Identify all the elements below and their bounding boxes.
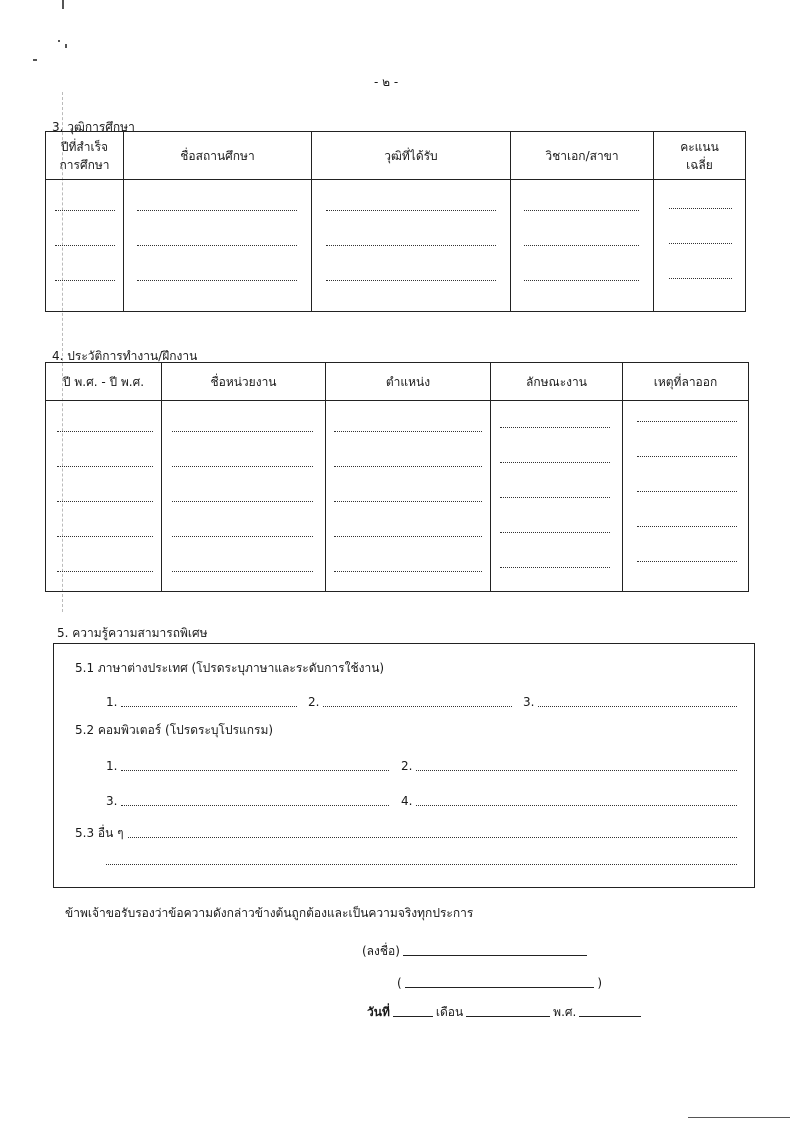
education-header-gpa [654,132,745,180]
work-reason-field[interactable] [637,491,737,492]
work-section-title: 4. ประวัติการทำงาน/ฝึกงาน [52,349,198,363]
signature-label: (ลงชื่อ) [362,944,400,958]
work-description-field[interactable] [500,567,610,568]
work-years-field[interactable] [57,431,153,432]
work-position-field[interactable] [334,466,482,467]
education-gpa-field[interactable] [669,208,732,209]
work-years-field[interactable] [57,536,153,537]
scan-mark [33,59,37,61]
education-degree-field[interactable] [326,280,496,281]
education-major-field[interactable] [524,280,639,281]
education-degree-field[interactable] [326,245,496,246]
month-field[interactable] [466,1016,550,1017]
page-number: - ๒ - [374,75,399,89]
header-line: ตำแหน่ง [385,374,431,389]
work-position-field[interactable] [334,501,482,502]
work-organization-field[interactable] [172,571,313,572]
header-line: วุฒิที่ได้รับ [384,148,438,163]
computer-entry [106,793,389,809]
other-skills-field-2[interactable] [106,864,737,865]
education-major-column [511,180,654,311]
printed-name-field[interactable] [405,987,595,988]
header-line: ลักษณะงาน [526,374,587,389]
work-header-position [326,363,491,401]
work-years-field[interactable] [57,466,153,467]
entry-number: 2. [308,695,320,709]
work-header-job-description [491,363,623,401]
work-description-field[interactable] [500,462,610,463]
skills-section-title: 5. ความรู้ความสามารถพิเศษ [57,626,208,640]
work-header-organization [162,363,326,401]
other-skills-entry [106,852,737,868]
computer-entry [106,758,389,774]
scan-mark [62,0,64,9]
entry-number: 3. [523,695,535,709]
education-institution-field[interactable] [137,210,297,211]
footer-rule [688,1117,790,1118]
entry-number: 1. [106,759,118,773]
entry-number: 4. [401,794,413,808]
education-header-major [511,132,654,180]
computer-4-field[interactable] [416,805,737,806]
education-gpa-field[interactable] [669,278,732,279]
header-line: เฉลี่ย [686,157,713,172]
day-field[interactable] [393,1016,433,1017]
open-paren: ( [397,976,402,990]
printed-name-row [397,975,602,991]
computer-3-field[interactable] [121,805,389,806]
education-header-graduation-year [46,132,124,180]
education-major-field[interactable] [524,245,639,246]
languages-label: 5.1 ภาษาต่างประเทศ (โปรดระบุภาษาและระดับการใช้งาน) [75,661,385,675]
signature-row [362,943,590,959]
scan-mark [58,40,60,42]
work-years-field[interactable] [57,571,153,572]
work-reason-field[interactable] [637,421,737,422]
other-skills-label: 5.3 อื่น ๆ [75,826,124,840]
language-entry [308,694,512,710]
education-gpa-column [654,180,745,311]
year-field[interactable] [579,1016,641,1017]
header-line: ปีที่สำเร็จ [60,139,109,154]
work-reason-field[interactable] [637,526,737,527]
work-header-years [46,363,162,401]
education-major-field[interactable] [524,210,639,211]
education-year-field[interactable] [55,210,115,211]
work-position-field[interactable] [334,431,482,432]
education-year-field[interactable] [55,245,115,246]
education-section-title: 3. วุฒิการศึกษา [52,120,135,134]
work-reason-column [623,401,748,591]
work-years-field[interactable] [57,501,153,502]
year-label: พ.ศ. [553,1005,577,1019]
work-reason-field[interactable] [637,561,737,562]
scan-mark [65,44,67,48]
work-organization-column [162,401,326,591]
work-position-column [326,401,491,591]
education-gpa-field[interactable] [669,243,732,244]
work-history-table [45,362,749,592]
header-line: เหตุที่ลาออก [653,374,718,389]
education-degree-column [312,180,511,311]
work-organization-field[interactable] [172,466,313,467]
entry-number: 3. [106,794,118,808]
work-organization-field[interactable] [172,501,313,502]
work-description-column [491,401,623,591]
header-line: ชื่อหน่วยงาน [210,374,277,389]
entry-number: 1. [106,695,118,709]
header-line: วิชาเอก/สาขา [545,148,619,163]
education-degree-field[interactable] [326,210,496,211]
language-entry [106,694,297,710]
education-header-degree [312,132,511,180]
other-skills-entry [75,825,737,841]
computer-2-field[interactable] [416,770,737,771]
work-position-field[interactable] [334,571,482,572]
education-institution-column [124,180,312,311]
language-3-field[interactable] [538,706,737,707]
entry-number: 2. [401,759,413,773]
computer-label: 5.2 คอมพิวเตอร์ (โปรดระบุโปรแกรม) [75,723,274,737]
language-entry [523,694,737,710]
month-label: เดือน [435,1005,464,1019]
header-line: ปี พ.ศ. - ปี พ.ศ. [62,374,145,389]
education-year-field[interactable] [55,280,115,281]
close-paren: ) [597,976,602,990]
work-organization-field[interactable] [172,431,313,432]
work-description-field[interactable] [500,497,610,498]
declaration-text: ข้าพเจ้าขอรับรองว่าข้อความดังกล่าวข้างต้นถูกต้องและเป็นความจริงทุกประการ [65,906,474,920]
header-line: การศึกษา [59,157,110,172]
other-skills-field[interactable] [128,837,737,838]
work-organization-field[interactable] [172,536,313,537]
work-header-reason-for-leaving [623,363,748,401]
header-line: ชื่อสถานศึกษา [180,148,255,163]
work-reason-field[interactable] [637,456,737,457]
language-2-field[interactable] [323,706,512,707]
education-header-institution [124,132,312,180]
work-years-column [46,401,162,591]
header-line: คะแนน [680,139,719,154]
education-table [45,131,746,312]
work-position-field[interactable] [334,536,482,537]
date-row [367,1004,644,1020]
computer-entry [401,758,737,774]
education-institution-field[interactable] [137,245,297,246]
work-description-field[interactable] [500,427,610,428]
computer-1-field[interactable] [121,770,389,771]
signature-field[interactable] [403,955,587,956]
education-year-column [46,180,124,311]
work-description-field[interactable] [500,532,610,533]
education-institution-field[interactable] [137,280,297,281]
computer-entry [401,793,737,809]
language-1-field[interactable] [121,706,297,707]
day-label: วันที่ [367,1005,390,1019]
